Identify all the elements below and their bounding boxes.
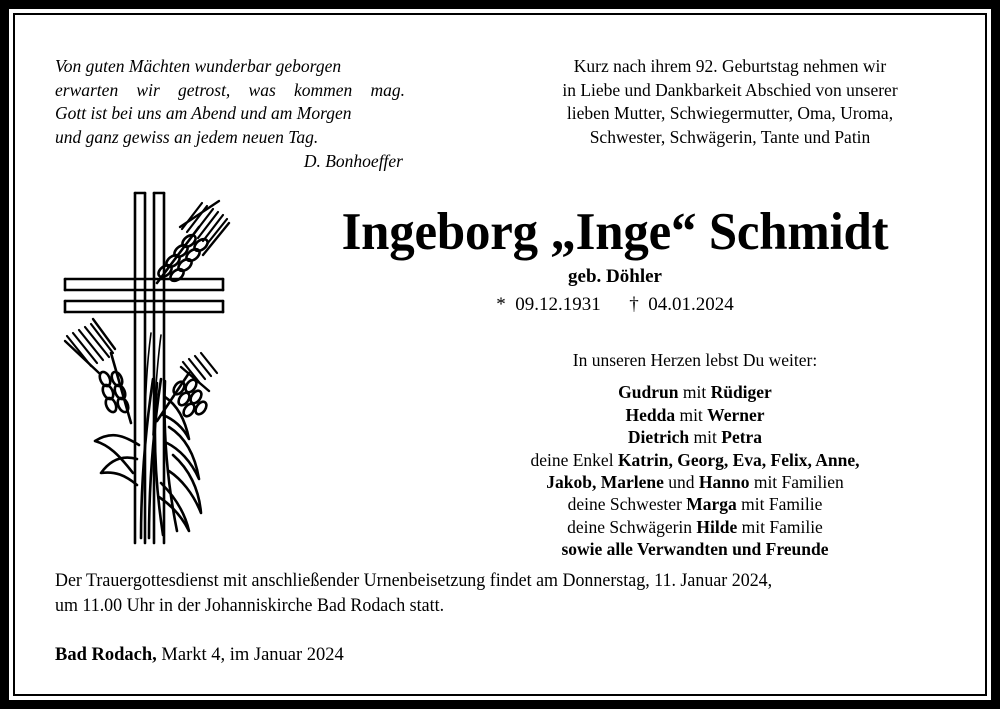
deceased-name-block xyxy=(255,201,975,318)
survivor-name: Gudrun xyxy=(618,382,679,403)
service-line-2: um 11.00 Uhr in der Johanniskirche Bad Rodach statt. xyxy=(55,596,445,616)
survivor-name: sowie alle Verwandten und Freunde xyxy=(561,539,829,560)
survivor-text: und xyxy=(663,472,699,493)
survivor-name: Katrin, Georg, Eva, Felix, Anne, xyxy=(617,449,860,470)
survivors-lead: In unseren Herzen lebst Du weiter: xyxy=(572,350,818,370)
survivor-text: mit xyxy=(678,382,711,403)
cross-with-wheat-icon xyxy=(53,183,233,548)
quote-line-2-word-5: kommen xyxy=(293,79,353,100)
intro-line-1: Kurz nach ihrem 92. Geburtstag nehmen wir xyxy=(573,56,887,76)
survivor-name: Werner xyxy=(707,404,765,425)
intro-line-2: in Liebe und Dankbarkeit Abschied von unserer xyxy=(562,79,898,100)
survivor-text: mit Familien xyxy=(749,472,844,493)
survivor-text: deine Enkel xyxy=(530,449,618,470)
frame-rule xyxy=(13,13,987,696)
survivor-name: Dietrich xyxy=(627,427,690,448)
survivor-text: deine Schwester xyxy=(567,494,687,515)
survivors-list xyxy=(445,381,945,560)
survivor-name: Hanno xyxy=(698,472,750,493)
quote-line-2-word-6: mag. xyxy=(370,79,405,100)
quote-line-2 xyxy=(55,79,405,103)
quote-line-1: Von guten Mächten wunderbar geborgen xyxy=(55,56,342,76)
survivor-text: deine Schwägerin xyxy=(567,516,697,537)
survivor-row xyxy=(445,426,945,448)
survivor-name: Jakob, Marlene xyxy=(546,472,664,493)
survivor-name: Rüdiger xyxy=(710,382,772,403)
maiden-name: geb. Döhler xyxy=(568,266,662,287)
place-town: Bad Rodach, xyxy=(55,645,157,665)
quote-line-2-word-3: getrost, xyxy=(177,79,231,100)
place-and-date xyxy=(55,643,344,668)
quote-line-2-word-2: wir xyxy=(136,79,160,100)
survivor-text: mit xyxy=(675,404,708,425)
intro-line-3: lieben Mutter, Schwiegermutter, Oma, Uroma, xyxy=(566,103,894,123)
intro-line-4: Schwester, Schwägerin, Tante und Patin xyxy=(589,126,871,147)
place-rest: Markt 4, im Januar 2024 xyxy=(156,645,344,665)
survivor-name: Marga xyxy=(686,494,737,515)
survivor-text: mit Familie xyxy=(737,516,823,537)
survivor-name: Hilde xyxy=(696,516,738,537)
survivor-row xyxy=(445,404,945,426)
quote-line-4: und ganz gewiss an jedem neuen Tag. xyxy=(55,126,319,147)
life-dates: * 09.12.1931 † 04.01.2024 xyxy=(496,294,734,315)
frame-inner-gap xyxy=(9,9,991,700)
survivor-row xyxy=(445,493,945,515)
notice-canvas xyxy=(15,15,985,694)
survivor-text: mit xyxy=(689,427,722,448)
quote-line-2-word-4: was xyxy=(248,79,276,100)
quote-attribution: D. Bonhoeffer xyxy=(303,151,403,171)
survivor-row xyxy=(445,381,945,403)
service-details xyxy=(55,569,933,619)
deceased-name: Ingeborg „Inge“ Schmidt xyxy=(341,203,889,261)
service-line-1: Der Trauergottesdienst mit anschließender Urnenbeisetzung findet am Donnerstag, 11. Januar 2024, xyxy=(55,571,773,591)
survivor-name: Petra xyxy=(721,427,763,448)
survivor-text: mit Familie xyxy=(736,494,823,515)
quote-line-3: Gott ist bei uns am Abend und am Morgen xyxy=(55,103,352,123)
memorial-quote xyxy=(55,55,405,174)
survivor-row xyxy=(445,538,945,560)
quote-line-2-word-1: erwarten xyxy=(55,79,119,100)
survivor-row xyxy=(445,449,945,471)
survivor-row xyxy=(445,516,945,538)
survivor-name: Hedda xyxy=(625,404,676,425)
survivor-row xyxy=(445,471,945,493)
intro-text xyxy=(485,55,975,149)
survivors-block xyxy=(445,349,945,561)
